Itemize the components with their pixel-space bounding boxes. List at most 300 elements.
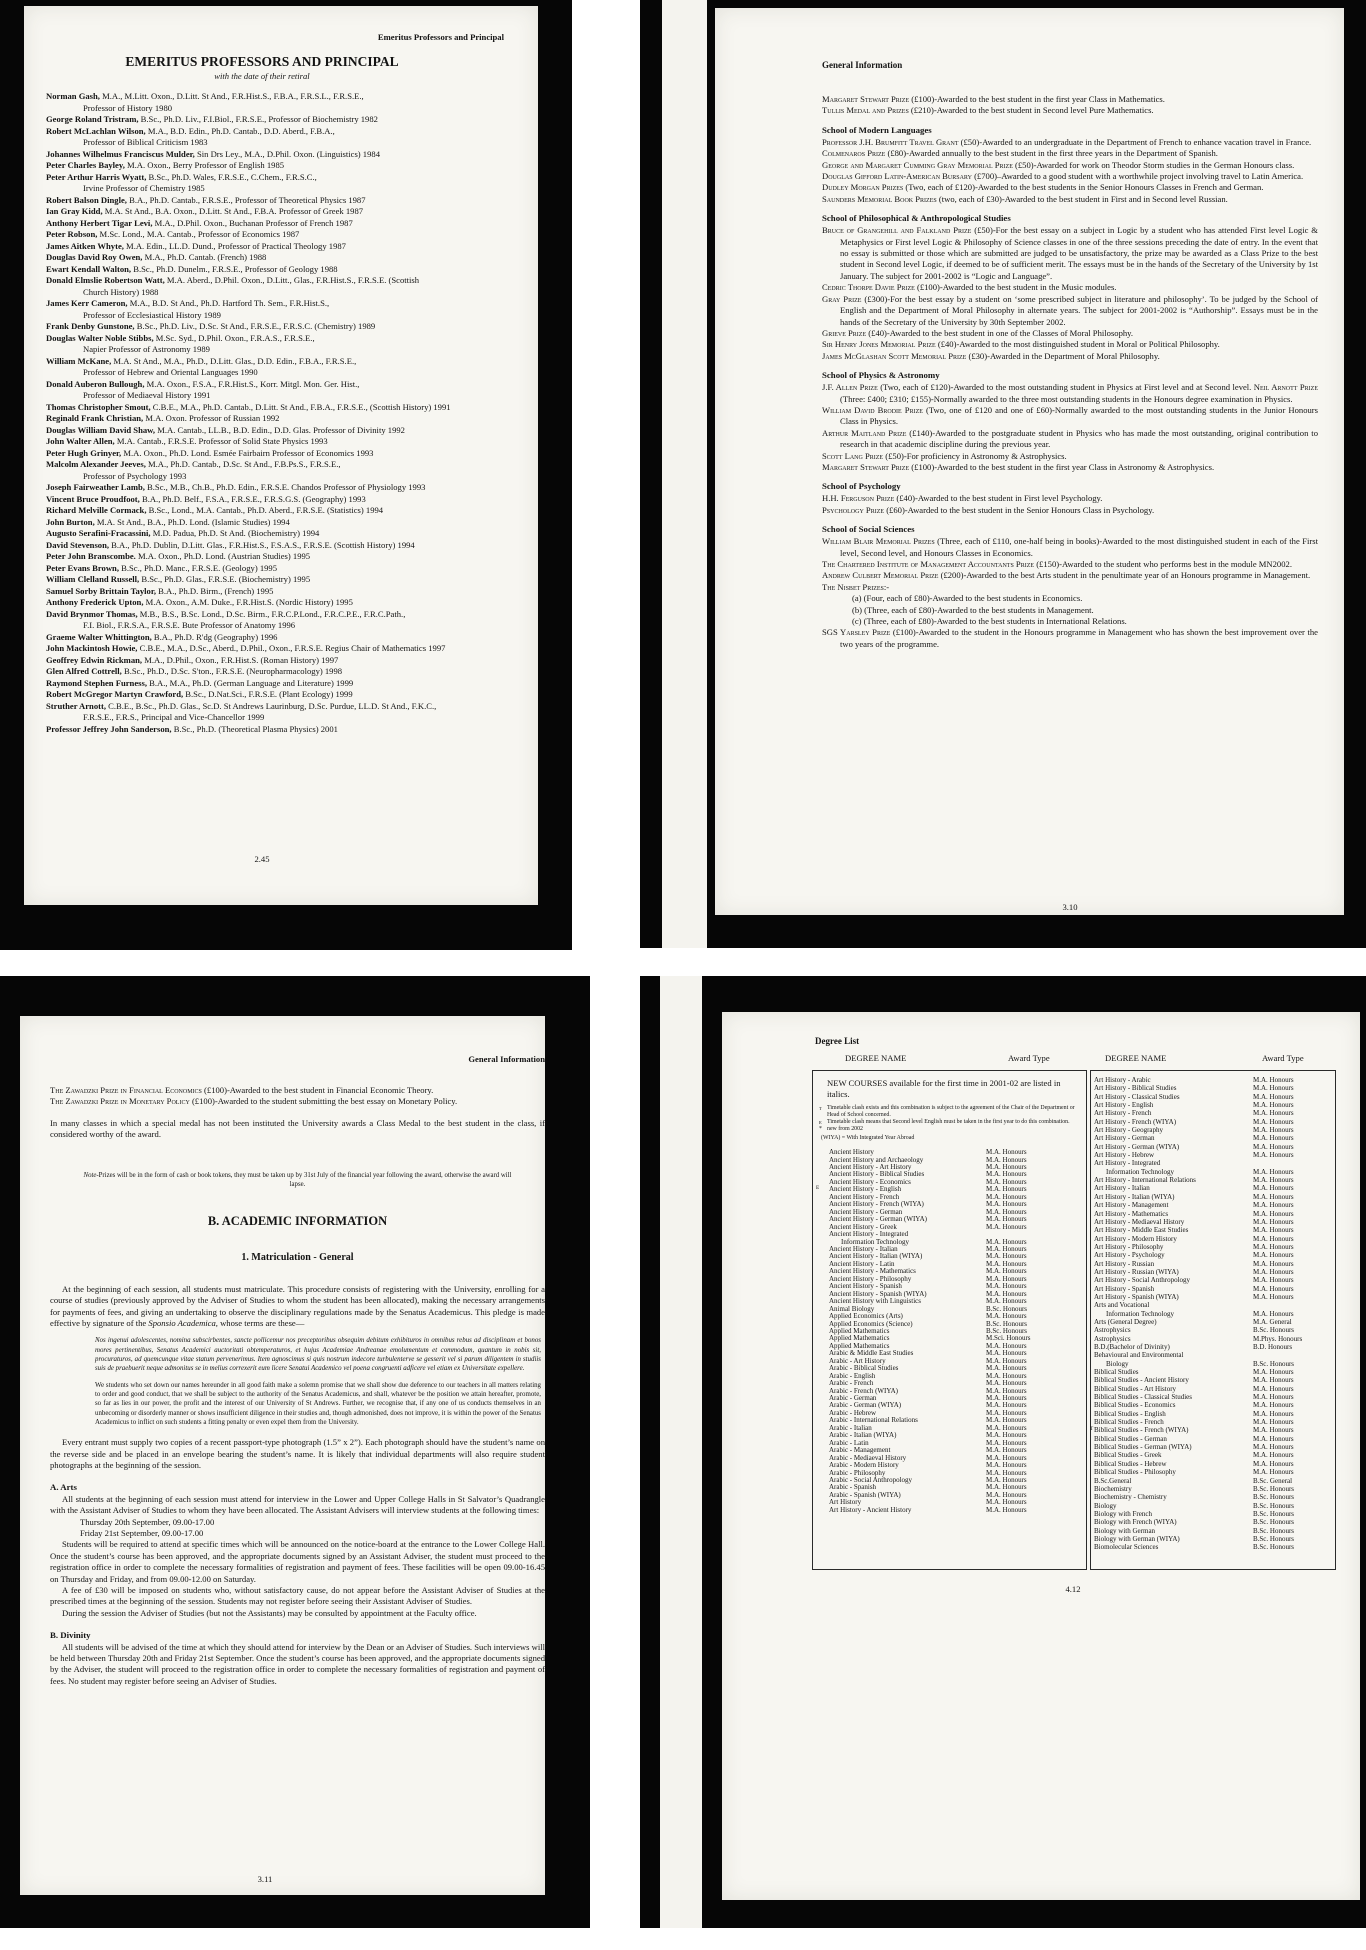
new-courses-note: NEW COURSES available for the first time in 2001-02 are listed in italics.	[827, 1078, 1061, 1099]
prize-item: George and Margaret Cumming Gray Memorial Prize (£50)-Awarded for work on Theodor Storm studies in the German Honours class.	[822, 159, 1295, 170]
degree-award-type: M.A. Honours	[986, 1356, 1027, 1365]
professor-entry: Douglas David Roy Owen, M.A., Ph.D. Cantab. (French) 1988	[46, 252, 267, 262]
degree-name: Art History - Biblical Studies	[1094, 1084, 1177, 1093]
column-header-award-type-right: Award Type	[1262, 1053, 1304, 1063]
degree-row	[1091, 1477, 1335, 1485]
degree-name: Biochemistry - Chemistry	[1094, 1493, 1167, 1502]
degree-award-type: M.A. Honours	[1253, 1459, 1294, 1468]
degree-row	[1091, 1326, 1335, 1334]
degree-name: Biblical Studies - French	[1094, 1418, 1164, 1427]
scan-page-academic-info	[0, 976, 590, 1928]
degree-award-type: M.A. Honours	[1253, 1426, 1294, 1435]
degree-award-type: M.A. Honours	[1253, 1142, 1294, 1151]
prize-item: Gray Prize (£300)-For the best essay by a student on ‘some prescribed subject in literature and philosophy’. To be judged by the School of English and the Department of Moral Philosophy in alternate years. The subject for 2001-2002 is “Authorship”. Essays must be in the hands of the Secretary of the University by 30th September 2002.	[822, 293, 1318, 327]
degree-name: Art History - Management	[1094, 1201, 1169, 1210]
degree-name: Arabic - Philosophy	[829, 1468, 886, 1477]
degree-footnotes	[819, 1105, 1080, 1142]
degree-name: Ancient History - Spanish	[829, 1282, 902, 1291]
degree-row	[1091, 1201, 1335, 1209]
degree-award-type: M.A. Honours	[986, 1282, 1027, 1291]
sponsio-academica-latin: Nos ingenui adolescentes, nomina subscirbentes, sancte pollicemur nos preceptoribus obsequim debitum exhibituros in omnibus rebus ad disciplinam et bonos mores pertinentibus, Senatus Academici auctoritati obtemperaturos, et hujus Academiae Andreanae emolumentum et commodum, quantum in nobis sit, procuraturos, ad quemcunque vitae statum pervenerimus. Item agnoscimus si quis nostrum indecore turbulenterve se gesserit vel si parum diligentem in studiis suis de praebuerit neque admonitus se in melius correxerit eum licere Senatui Academico vel poena congruenti adficere vel etiam ex Universitate expellere.	[95, 1337, 541, 1373]
professor-name: Douglas David Roy Owen,	[46, 252, 143, 262]
degree-row	[1091, 1235, 1335, 1243]
degree-award-type: M.A. Honours	[986, 1416, 1027, 1425]
degree-award-type: M.A. Honours	[986, 1461, 1027, 1470]
degree-name: Biology with German	[1094, 1526, 1156, 1535]
professor-name: Anthony Frederick Upton,	[46, 597, 144, 607]
degree-award-type: M.A. Honours	[986, 1177, 1027, 1186]
professor-name: Peter John Branscombe.	[46, 551, 136, 561]
professor-entry: Joseph Fairweather Lamb, B.Sc., M.B., Ch.B., Ph.D. Edin., F.R.S.E. Chandos Professor of Physiology 1993	[46, 482, 426, 492]
prize-name: Colmenaros Prize	[822, 148, 886, 159]
professor-entry: John Burton, M.A. St And., B.A., Ph.D. Lond. (Islamic Studies) 1994	[46, 516, 290, 527]
degree-name: Biblical Studies - English	[1094, 1409, 1166, 1418]
degree-name: Biblical Studies - German	[1094, 1434, 1167, 1443]
degree-award-type: M.A. Honours	[986, 1364, 1027, 1373]
prize-item: Saunders Memorial Book Prizes (two, each of £30)-Awarded to the best student in First and in Second level Russian.	[822, 193, 1228, 204]
degree-name: Biblical Studies	[1094, 1368, 1139, 1377]
degree-row	[1091, 1393, 1335, 1401]
degree-row	[1091, 1176, 1335, 1184]
degree-award-type: M.A. Honours	[1253, 1109, 1294, 1118]
degree-name: Ancient History - Economics	[829, 1177, 911, 1186]
degree-name: Information Technology	[841, 1237, 910, 1246]
degree-row	[1091, 1226, 1335, 1234]
degree-award-type: M.A. Honours	[1253, 1226, 1294, 1235]
degree-award-type: B.Sc. Honours	[1253, 1526, 1295, 1535]
degree-name: Art History - Mathematics	[1094, 1209, 1169, 1218]
professor-name: James Aitken Whyte,	[46, 240, 124, 251]
degree-name: Biology	[1106, 1359, 1129, 1368]
professor-name: Douglas Walter Noble Stibbs,	[46, 332, 154, 343]
degree-award-type: M.A. Honours	[986, 1237, 1027, 1246]
professor-entry: Peter Hugh Grinyer, M.A. Oxon., Ph.D. Lond. Esmée Fairbairn Professor of Economics 1993	[46, 447, 374, 458]
degree-award-type: B.Sc. Honours	[1253, 1501, 1295, 1510]
prize-name: William David Brodie Prize	[822, 404, 923, 415]
degree-row	[1091, 1468, 1335, 1476]
degree-award-type: M.A. Honours	[986, 1192, 1027, 1201]
degree-award-type: M.A. Honours	[1253, 1451, 1294, 1460]
degree-award-type: M.A. Honours	[1253, 1184, 1294, 1193]
professor-entry: Malcolm Alexander Jeeves, M.A., Ph.D. Cantab., D.Sc. St And., F.B.Ps.S., F.R.S.E.,	[46, 459, 341, 469]
degree-name: Biblical Studies - Economics	[1094, 1401, 1176, 1410]
prize-item: Margaret Stewart Prize (£100)-Awarded to the best student in the first year Class in Mathematics.	[822, 94, 1165, 104]
degree-row	[1091, 1543, 1335, 1551]
professor-entry-continuation: F.I. Biol., F.R.S.A., F.R.S.E. Bute Professor of Anatomy 1996	[83, 620, 296, 630]
subsection-heading-matriculation: 1. Matriculation - General	[241, 1251, 354, 1263]
school-section-heading: School of Psychology	[822, 481, 901, 492]
footnote-marker: E	[819, 1120, 822, 1126]
degree-name: Ancient History and Archaeology	[829, 1155, 924, 1164]
degree-row	[813, 1507, 1086, 1514]
degree-award-type: M.A. Honours	[1253, 1234, 1294, 1243]
degree-award-type: M.A. Honours	[986, 1394, 1027, 1403]
degree-row	[1091, 1084, 1335, 1092]
degree-name: B.D.(Bachelor of Divinity)	[1094, 1343, 1170, 1351]
professor-entry: James Kerr Cameron, M.A., B.D. St And., Ph.D. Hartford Th. Sem., F.R.Hist.S.,	[46, 298, 330, 308]
degree-row	[1091, 1376, 1335, 1384]
degree-row	[1091, 1276, 1335, 1284]
degree-award-type: M.A. Honours	[986, 1289, 1027, 1298]
page-title: EMERITUS PROFESSORS AND PRINCIPAL	[125, 54, 399, 69]
page-number: 2.45	[254, 854, 270, 864]
degree-name: Biology with French (WIYA)	[1094, 1518, 1177, 1527]
professor-entry-continuation: Professor of Ecclesiastical History 1989	[83, 309, 221, 320]
scan-edge-strip	[662, 0, 707, 948]
arts-paragraph-2: Students will be required to attend at specific times which will be announced on the notice-board at the entrance to the Lower College Hall. Once the student’s course has been approved, and the appropriate documents signed by an Assistant Adviser, the student must proceed to the registration office in order to complete the necessary formalities of registration and payment of fees. These facilities will be open 09.00-16.45 on Thursday and Friday, and from 09.00-12.00 on Saturday.	[50, 1539, 545, 1584]
professor-entry: Glen Alfred Cottrell, B.Sc., Ph.D., D.Sc. S'ton., F.R.S.E. (Neuropharmacology) 1998	[46, 666, 343, 676]
professor-entry-continuation: F.R.S.E., F.R.S., Principal and Vice-Chancellor 1999	[83, 712, 265, 722]
degree-name: Ancient History - German	[829, 1207, 903, 1216]
arts-paragraph-3: A fee of £30 will be imposed on students who, without satisfactory cause, do not appear before the Assistant Adviser of Studies at the prescribed times at the beginning of the session. Students may not register before seeing their Assistant Adviser of Studies.	[50, 1584, 545, 1607]
degree-name: Ancient History - German (WIYA)	[829, 1215, 927, 1224]
degree-award-type: B.D. Honours	[1253, 1343, 1293, 1351]
degree-name: Arabic - Italian	[829, 1423, 872, 1432]
divinity-paragraph: All students will be advised of the time at which they should attend for interview by the Dean or an Adviser of Studies. Such interviews will be held between Thursday 20th and Friday 21st September. Once the student’s course has been approved, and the appropriate documents signed by the Adviser, the student will proceed to the registration office in order to complete the necessary formalities of registration and payment of fees. No student may register before seeing an Adviser of Studies.	[50, 1641, 545, 1686]
degree-row	[1091, 1318, 1335, 1326]
degree-name: Biblical Studies - German (WIYA)	[1094, 1443, 1192, 1452]
professor-name: John Mackintosh Howie,	[46, 643, 138, 653]
degree-name: Arabic - Mediaeval History	[829, 1453, 907, 1462]
degree-name: Ancient History - Art History	[829, 1162, 912, 1171]
degree-row	[1091, 1460, 1335, 1468]
professor-list	[46, 91, 506, 735]
prize-item: Colmenaros Prize (£80)-Awarded annually to the best student in the first three years in the Department of Spanish.	[822, 148, 1218, 159]
professor-entry: Vincent Bruce Proudfoot, B.A., Ph.D. Belf., F.S.A., F.R.S.E., F.R.S.G.S. (Geography) 1993	[46, 493, 366, 504]
professor-entry: Ian Gray Kidd, M.A. St And., B.A. Oxon., D.Litt. St And., F.B.A. Professor of Greek 1987	[46, 206, 364, 216]
arts-paragraph-4: During the session the Adviser of Studies (but not the Assistants) may be consulted by appointment at the Faculty office.	[62, 1607, 477, 1618]
degree-row	[1091, 1401, 1335, 1409]
degree-name: Art History - German (WIYA)	[1094, 1142, 1180, 1151]
prize-name: Bruce of Grangehill and Falkland Prize	[822, 225, 972, 236]
degree-name: Ancient History - English	[829, 1185, 902, 1194]
prize-item: Professor J.H. Brumfitt Travel Grant (£50)-Awarded to an undergraduate in the Department of French to enhance vacation travel in France.	[822, 136, 1312, 147]
degree-row	[1091, 1310, 1335, 1318]
degree-name: Arabic - French	[829, 1379, 874, 1388]
professor-name: Geoffrey Edwin Rickman,	[46, 654, 143, 665]
professor-entry: Peter Robson, M.Sc. Lond., M.A. Cantab., Professor of Economics 1987	[46, 229, 300, 239]
section-heading-academic-information: B. ACADEMIC INFORMATION	[207, 1213, 388, 1228]
professor-name: George Roland Tristram,	[46, 114, 139, 124]
degree-row	[1091, 1426, 1335, 1434]
professor-name: David Stevenson,	[46, 539, 110, 550]
degree-award-type: M.A. Honours	[986, 1453, 1027, 1462]
degree-row	[1091, 1126, 1335, 1134]
prize-name: Psychology Prize	[822, 504, 885, 515]
degree-name: Arabic - Italian (WIYA)	[829, 1431, 897, 1440]
school-section-heading: School of Physics & Astronomy	[822, 370, 940, 381]
professor-entry: Frank Denby Gunstone, B.Sc., Ph.D. Liv., D.Sc. St And., F.R.S.E., F.R.S.C. (Chemistry) 1989	[46, 321, 376, 331]
degree-name: Art History - Italian	[1094, 1184, 1150, 1193]
degree-name: Arabic - German	[829, 1394, 877, 1403]
professor-entry: Douglas William David Shaw, M.A. Cantab., LL.B., B.D. Edin., D.D. Glas. Professor of Divinity 1992	[46, 424, 405, 435]
professor-entry: John Mackintosh Howie, C.B.E., M.A., D.Sc., Aberd., D.Phil., Oxon., F.R.S.E. Regius Chair of Mathematics 1997	[46, 643, 446, 653]
footnote-marker: *	[819, 1126, 822, 1133]
degree-award-type: M.A. Honours	[1253, 1393, 1294, 1402]
degree-row	[1091, 1518, 1335, 1526]
degree-award-type: M.A. Honours	[1253, 1443, 1294, 1452]
professor-entry-continuation: Professor of History 1980	[83, 102, 173, 113]
prize-name: James McGlashan Scott Memorial Prize	[822, 350, 967, 361]
degree-name: Biochemistry	[1094, 1484, 1132, 1493]
prize-name: Andrew Culbert Memorial Prize	[822, 570, 939, 581]
degree-award-type: M.A. Honours	[986, 1274, 1027, 1283]
divinity-heading: B. Divinity	[50, 1630, 91, 1641]
photograph-paragraph: Every entrant must supply two copies of a recent passport-type photograph (1.5” x 2”). Each photograph should have the student’s name on the reverse side and be placed in an envelope bearing the student’s name. It is likely that individual departments will also require student photographs at the beginning of the session.	[50, 1437, 545, 1470]
interview-time-thursday: Thursday 20th September, 09.00-17.00	[80, 1516, 215, 1527]
degree-award-type: M.A. Honours	[986, 1386, 1027, 1395]
running-header: General Information	[468, 1054, 545, 1064]
degree-row	[1091, 1410, 1335, 1418]
degree-award-type: M.A. Honours	[986, 1379, 1027, 1388]
degree-award-type: M.A. Honours	[986, 1222, 1027, 1231]
degree-rows	[1091, 1076, 1335, 1552]
degree-name: Arabic - Spanish	[829, 1483, 877, 1492]
professor-entry: David Brynmor Thomas, M.B., B.S., B.Sc. Lond., D.Sc. Birm., F.R.C.P.Lond., F.R.C.P.E., F.R.C.Path.,	[46, 608, 406, 619]
degree-award-type: B.Sc. Honours	[1253, 1543, 1295, 1552]
prize-name: Cedric Thorpe Davie Prize	[822, 282, 915, 293]
degree-award-type: B.Sc. Honours	[986, 1304, 1028, 1313]
degree-row	[1091, 1343, 1335, 1351]
degree-award-type: M.A. Honours	[1253, 1409, 1294, 1418]
degree-name: Art History - French (WIYA)	[1094, 1117, 1177, 1126]
degree-row	[1091, 1168, 1335, 1176]
degree-name: Art History - Russian (WIYA)	[1094, 1267, 1179, 1276]
professor-name: Thomas Christopher Smout,	[46, 401, 151, 412]
degree-row	[1091, 1251, 1335, 1259]
degree-award-type: M.A. Honours	[1253, 1176, 1294, 1185]
degree-name: Applied Mathematics	[829, 1326, 890, 1335]
degree-table-left-column	[812, 1070, 1087, 1570]
degree-row	[1091, 1243, 1335, 1251]
degree-award-type: M.A. General	[1253, 1317, 1292, 1326]
degree-name: Art History	[829, 1498, 862, 1507]
professor-entry-continuation: Irvine Professor of Chemistry 1985	[83, 183, 205, 193]
professor-name: Vincent Bruce Proudfoot,	[46, 493, 140, 504]
degree-name: Art History - Integrated	[1094, 1159, 1161, 1168]
degree-award-type: M.A. Honours	[986, 1401, 1027, 1410]
professor-name: John Burton,	[46, 516, 95, 527]
professor-entry: Thomas Christopher Smout, C.B.E., M.A., Ph.D. Cantab., D.Litt. St And., F.B.A., F.R.S.E., (Scottish History) 1991	[46, 401, 451, 412]
degree-name: Applied Economics (Arts)	[829, 1312, 903, 1321]
degree-row	[1091, 1093, 1335, 1101]
degree-award-type: M.A. Honours	[1253, 1084, 1294, 1093]
degree-row	[1091, 1184, 1335, 1192]
professor-entry-continuation: Church History) 1988	[83, 286, 159, 297]
timetable-clash-marker: E	[816, 1185, 820, 1192]
degree-name: Arabic - Biblical Studies	[829, 1364, 899, 1373]
column-header-degree-name-right: DEGREE NAME	[1105, 1053, 1167, 1063]
degree-award-type: B.Sc. Honours	[1253, 1509, 1295, 1518]
degree-award-type: M.A. Honours	[986, 1476, 1027, 1485]
degree-award-type: M.A. Honours	[1253, 1117, 1294, 1126]
timetable-clash-marker: T	[1090, 1426, 1094, 1433]
prize-name: Margaret Stewart Prize	[822, 94, 910, 104]
professor-name: Robert McGregor Martyn Crawford,	[46, 689, 184, 699]
prize-subitem: (c) (Three, each of £80)-Awarded to the best students in International Relations.	[852, 616, 1127, 627]
degree-row	[1091, 1268, 1335, 1276]
professor-entry-continuation: Professor of Biblical Criticism 1983	[83, 137, 208, 147]
professor-entry-continuation: Napier Professor of Astronomy 1989	[83, 344, 210, 354]
professor-entry: Ewart Kendall Walton, B.Sc., Ph.D. Dunelm., F.R.S.E., Professor of Geology 1988	[46, 263, 338, 274]
degree-award-type: M.A. Honours	[1253, 1167, 1294, 1176]
degree-name: Biology with French	[1094, 1509, 1152, 1518]
scan-edge-strip	[660, 976, 702, 1928]
degree-name: Art History - International Relations	[1094, 1176, 1196, 1185]
footnote-text: new from 2002	[827, 1126, 863, 1133]
degree-award-type: M.A. Honours	[1253, 1384, 1294, 1393]
prize-name: Douglas Gifford Latin-American Bursary	[822, 171, 972, 182]
degree-name: Arabic - Management	[829, 1446, 891, 1455]
professor-name: Donald Elmslie Robertson Watt,	[46, 275, 165, 285]
prize-name: The Nisbet Prizes	[822, 581, 884, 592]
zawadzki-prize-financial: The Zawadzki Prize in Financial Economics (£100)-Awarded to the best student in Financial Economic Theory.	[50, 1085, 434, 1095]
degree-name: Art History - Italian (WIYA)	[1094, 1192, 1175, 1201]
prize-item: Grieve Prize (£40)-Awarded to the best student in one of the Classes of Moral Philosophy.	[822, 327, 1134, 338]
prize-item: J.F. Allen Prize (Two, each of £120)-Awarded to the most outstanding student in Physics at First level and at Second level. Neil Arnott Prize (Three: £400; £310; £155)-Normally awarded to the three most outstanding students in the Honours degree examination in Physics.	[822, 382, 1318, 404]
page-emeritus-professors	[24, 6, 538, 905]
degree-award-type: M.A. Honours	[1253, 1468, 1294, 1477]
prize-name: The Chartered Institute of Management Accountants Prize	[822, 559, 1035, 569]
professor-name: Anthony Herbert Tigar Levi,	[46, 217, 153, 228]
prize-item: Arthur Maitland Prize (£140)-Awarded to the postgraduate student in Physics who has made the most outstanding, original contribution to research in that academic discipline during the previous year.	[822, 427, 1318, 450]
degree-name: Biblical Studies - Greek	[1094, 1451, 1162, 1460]
degree-award-type: M.A. Honours	[1253, 1251, 1294, 1260]
running-header: General Information	[822, 60, 903, 70]
professor-entry-continuation: Professor of Hebrew and Oriental Languages 1990	[83, 367, 258, 377]
degree-name: Art History - Psychology	[1094, 1251, 1165, 1260]
prize-item: Dudley Morgan Prizes (Two, each of £120)-Awarded to the best students in the Senior Honours Classes in French and German.	[822, 182, 1264, 193]
degree-name: Arabic - French (WIYA)	[829, 1386, 898, 1395]
degree-award-type: M.A. Honours	[986, 1259, 1027, 1268]
professor-entry: Struther Arnott, C.B.E., B.Sc., Ph.D. Glas., Sc.D. St Andrews Laurinburg, D.Sc. Purdue, LL.D. St And., F.K.C.,	[46, 700, 437, 711]
prize-name: SGS Yarsley Prize	[822, 627, 891, 638]
degree-award-type: M.A. Honours	[986, 1408, 1027, 1417]
arts-heading: A. Arts	[50, 1482, 77, 1493]
degree-row	[1091, 1535, 1335, 1543]
degree-award-type: M.A. Honours	[1253, 1368, 1294, 1377]
degree-name: Ancient History - Latin	[829, 1259, 895, 1268]
professor-entry: Anthony Herbert Tigar Levi, M.A., D.Phil. Oxon., Buchanan Professor of French 1987	[46, 217, 353, 228]
professor-entry: Peter Arthur Harris Wyatt, B.Sc., Ph.D. Wales, F.R.S.E., C.Chem., F.R.S.C.,	[46, 171, 317, 182]
prize-item: The Nisbet Prizes:-	[822, 581, 890, 592]
degree-row	[1091, 1109, 1335, 1117]
degree-row	[1091, 1451, 1335, 1459]
degree-name: Arabic - Hebrew	[829, 1408, 877, 1417]
professor-name: Joseph Fairweather Lamb,	[46, 482, 145, 492]
degree-name: Biology with German (WIYA)	[1094, 1534, 1180, 1543]
prize-name: Neil Arnott Prize	[1253, 382, 1318, 393]
professor-name: William Clelland Russell,	[46, 574, 140, 584]
degree-name: Arabic - English	[829, 1371, 876, 1380]
degree-award-type: M.A. Honours	[986, 1483, 1027, 1492]
professor-name: Glen Alfred Cottrell,	[46, 666, 122, 676]
professor-entry: Douglas Walter Noble Stibbs, M.Sc. Syd., D.Phil. Oxon., F.R.A.S., F.R.S.E.,	[46, 332, 315, 343]
degree-award-type: B.Sc. Honours	[1253, 1534, 1295, 1543]
degree-row	[1091, 1360, 1335, 1368]
degree-name: Biblical Studies - Hebrew	[1094, 1459, 1167, 1468]
degree-award-type: M.A. Honours	[1253, 1209, 1294, 1218]
degree-award-type: M.A. Honours	[986, 1371, 1027, 1380]
professor-name: Johannes Wilhelmus Franciscus Mulder,	[46, 148, 195, 159]
degree-name: Astrophysics	[1094, 1334, 1131, 1343]
degree-award-type: M.A. Honours	[1253, 1267, 1294, 1276]
page-academic-information	[20, 1016, 545, 1895]
degree-award-type: M.A. Honours	[986, 1505, 1027, 1514]
school-section-heading: School of Philosophical & Anthropological Studies	[822, 213, 1011, 224]
degree-award-type: M.A. Honours	[986, 1431, 1027, 1440]
degree-name: Art History - Social Anthropology	[1094, 1276, 1191, 1285]
degree-name: Ancient History - Biblical Studies	[829, 1170, 925, 1179]
prize-subitem: (a) (Four, each of £80)-Awarded to the best students in Economics.	[852, 593, 1083, 604]
degree-name: Biomolecular Sciences	[1094, 1543, 1159, 1552]
degree-award-type: B.Sc. Honours	[1253, 1518, 1295, 1527]
degree-row	[1091, 1260, 1335, 1268]
page-subtitle: with the date of their retiral	[214, 71, 310, 81]
degree-award-type: M.A. Honours	[1253, 1259, 1294, 1268]
professor-name: Robert Balson Dingle,	[46, 194, 127, 205]
prize-item: William Blair Memorial Prizes (Three, each of £110, one-half being in books)-Awarded to the most distinguished student in each of the First level, Second level, and Honours Classes in Economics.	[822, 536, 1318, 558]
degree-name: Arabic - German (WIYA)	[829, 1401, 902, 1410]
professor-entry: Robert McLachlan Wilson, M.A., B.D. Edin., Ph.D. Cantab., D.D. Aberd., F.B.A.,	[46, 125, 335, 136]
degree-row	[1091, 1301, 1335, 1309]
prize-name: Professor J.H. Brumfitt Travel Grant	[822, 136, 959, 147]
degree-name: Art History - French	[1094, 1109, 1152, 1118]
degree-row	[1091, 1385, 1335, 1393]
degree-name: Arabic - Latin	[829, 1438, 869, 1447]
prize-name: Saunders Memorial Book Prizes	[822, 193, 937, 204]
professor-name: Peter Hugh Grinyer,	[46, 447, 122, 458]
degree-row	[1091, 1368, 1335, 1376]
degree-name: Arabic - Art History	[829, 1356, 886, 1365]
prize-item: Douglas Gifford Latin-American Bursary (£700)–Awarded to a good student with a worthwhile project involving travel to Latin America.	[822, 171, 1304, 182]
prize-name: Sir Henry Jones Memorial Prize	[822, 339, 936, 350]
degree-row	[1091, 1134, 1335, 1142]
professor-entry: Anthony Frederick Upton, M.A. Oxon., A.M. Duke., F.R.Hist.S. (Nordic History) 1995	[46, 597, 353, 607]
degree-name: Biblical Studies - Art History	[1094, 1384, 1177, 1393]
degree-name: Applied Mathematics	[829, 1341, 890, 1350]
prize-item: H.H. Ferguson Prize (£40)-Awarded to the best student in First level Psychology.	[822, 493, 1103, 504]
footnote-marker: T	[819, 1105, 822, 1111]
matriculation-paragraph: At the beginning of each session, all students must matriculate. This procedure consists of registering with the University, enrolling for a course of studies (previously approved by the Adviser of Studies to whom the student has been allocated), making the necessary arrangements for payments of fees, and giving an undertaking to observe the disciplinary regulations made by the Senatus Academicus. This pledge is made effective by signature of the Sponsio Academica, whose terms are these—	[50, 1283, 545, 1329]
degree-name: Ancient History - Italian (WIYA)	[829, 1252, 923, 1261]
column-header-award-type-left: Award Type	[1008, 1053, 1050, 1063]
degree-row	[1091, 1143, 1335, 1151]
degree-award-type: M.A. Honours	[1253, 1242, 1294, 1251]
professor-name: Ian Gray Kidd,	[46, 206, 103, 216]
degree-award-type: M.A. Honours	[986, 1438, 1027, 1447]
arts-paragraph-1: All students at the beginning of each session must attend for interview in the Lower and Upper College Halls in St Salvator’s Quadrangle with the Assistant Adviser of Studies to whom they have been allocated. The Assistant Advisers will interview students at the following times:	[50, 1493, 545, 1516]
degree-award-type: M.A. Honours	[986, 1423, 1027, 1432]
degree-row	[1091, 1335, 1335, 1343]
professor-entry: Johannes Wilhelmus Franciscus Mulder, Sin Drs Ley., M.A., D.Phil. Oxon. (Linguistics) 1984	[46, 148, 380, 159]
prize-name: Grieve Prize	[822, 327, 867, 338]
professor-entry-continuation: Professor of Mediaeval History 1991	[83, 390, 211, 400]
professor-entry: James Aitken Whyte, M.A. Edin., LL.D. Dund., Professor of Practical Theology 1987	[46, 240, 346, 251]
degree-award-type: M.A. Honours	[986, 1207, 1027, 1216]
degree-name: Arabic - International Relations	[829, 1416, 918, 1425]
degree-award-type: M.A. Honours	[1253, 1418, 1294, 1427]
degree-name: Art History - Philosophy	[1094, 1242, 1164, 1251]
degree-award-type: B.Sc. Honours	[986, 1326, 1028, 1335]
degree-name: Ancient History - Integrated	[829, 1230, 909, 1239]
professor-name: Struther Arnott,	[46, 700, 106, 711]
prize-item: Sir Henry Jones Memorial Prize (£40)-Awarded to the most distinguished student in Moral or Political Philosophy.	[822, 339, 1220, 350]
professor-name: Ewart Kendall Walton,	[46, 263, 132, 274]
degree-award-type: M.A. Honours	[1253, 1284, 1294, 1293]
degree-row	[1091, 1493, 1335, 1501]
professor-entry: Robert McGregor Martyn Crawford, B.Sc., D.Nat.Sci., F.R.S.E. (Plant Ecology) 1999	[46, 689, 353, 699]
